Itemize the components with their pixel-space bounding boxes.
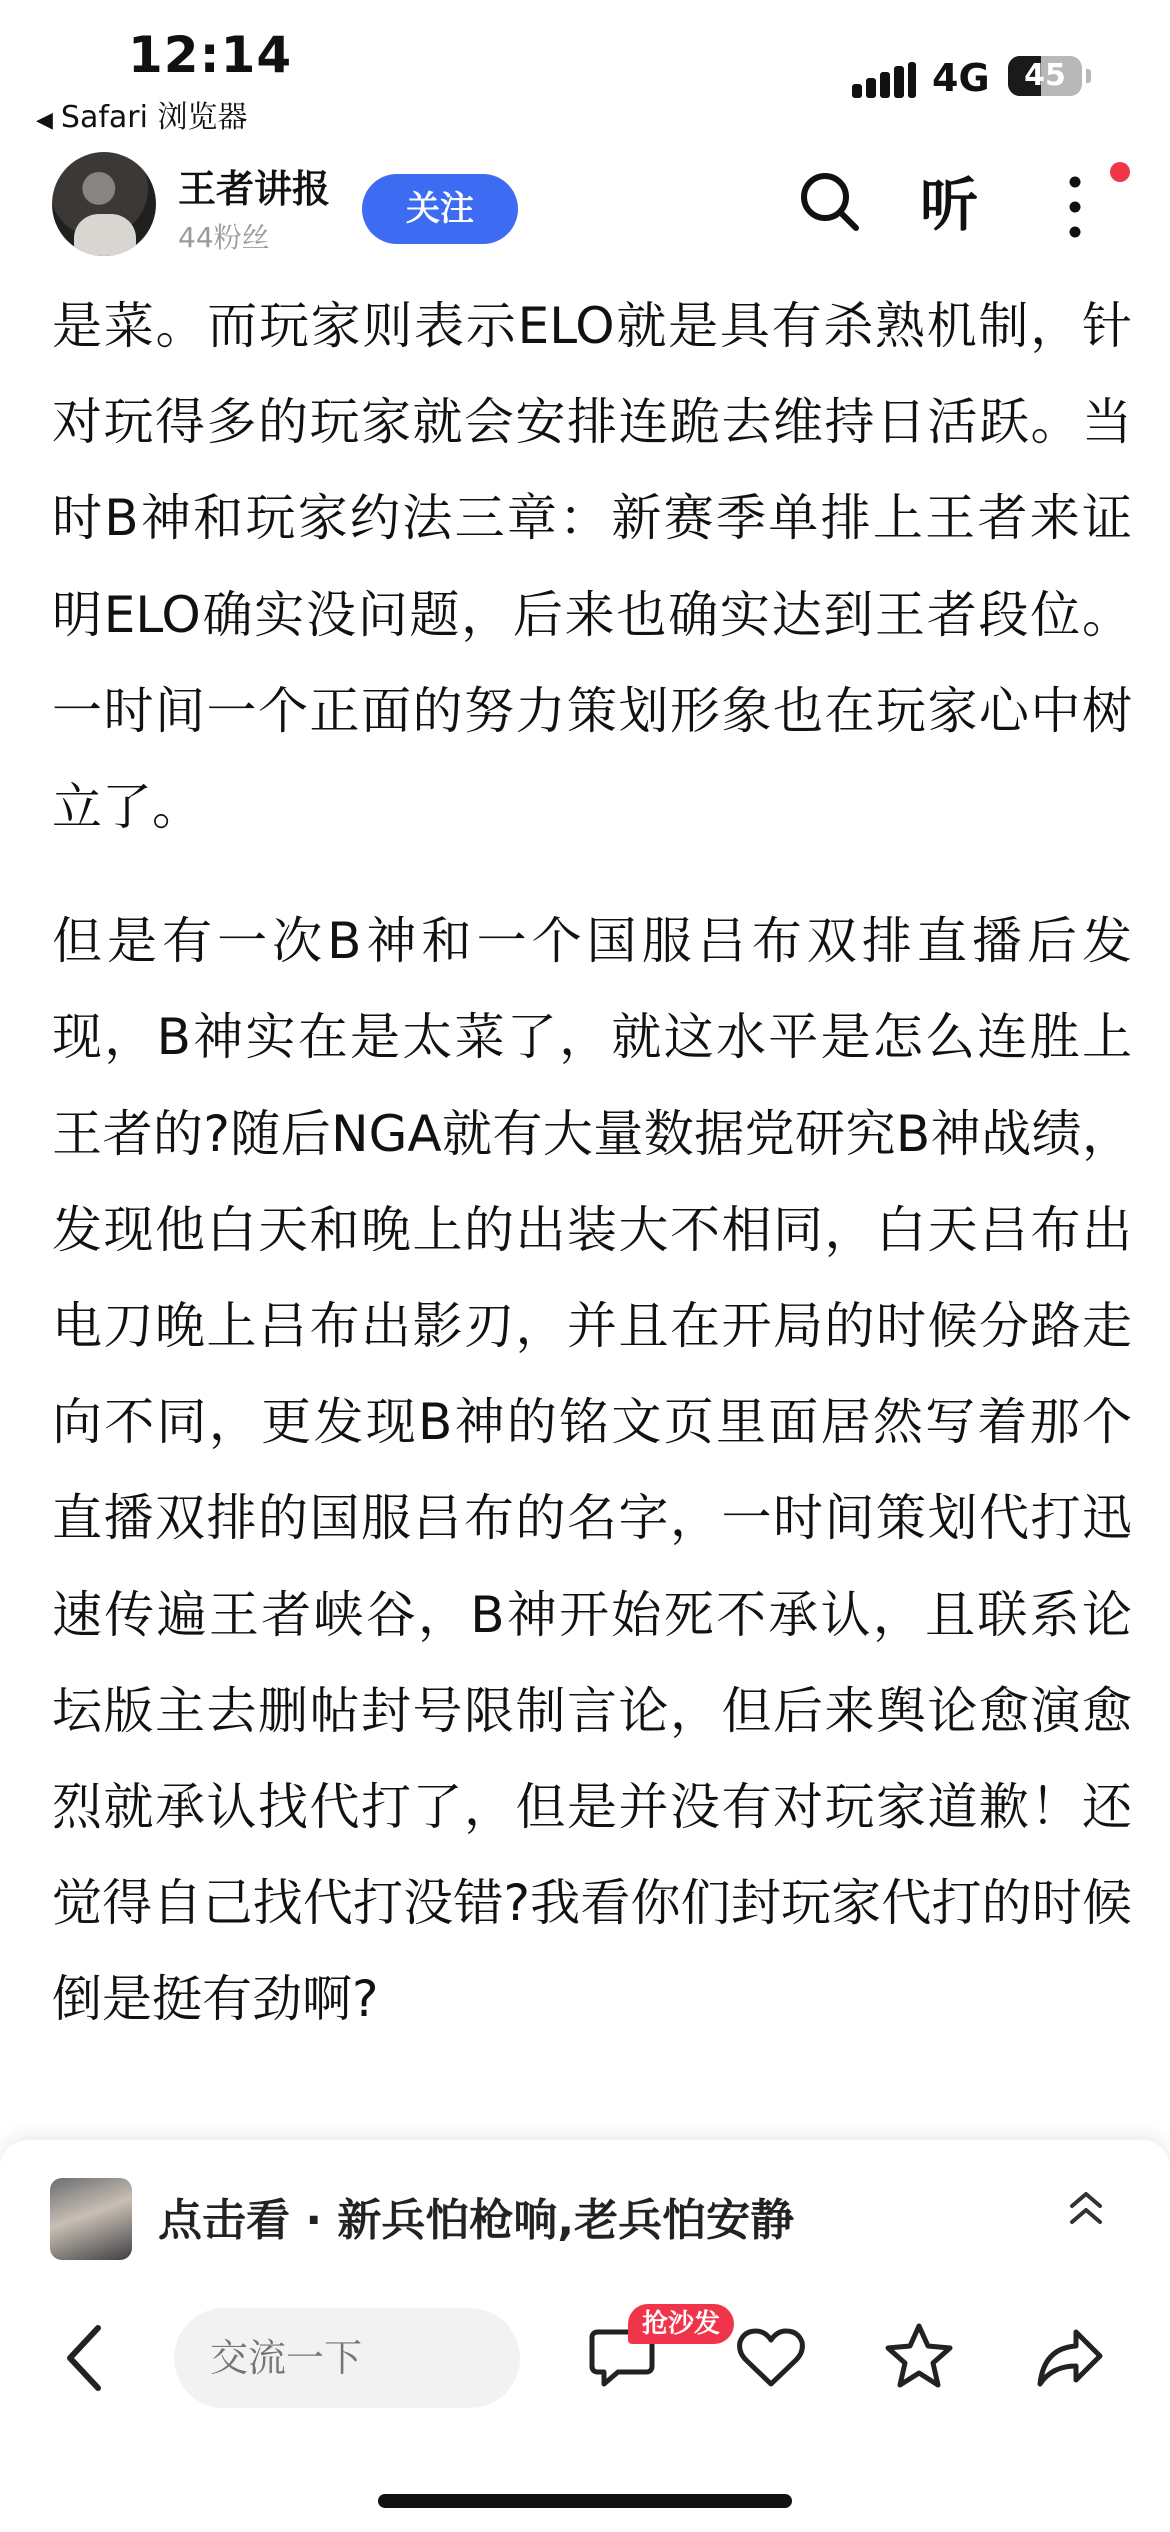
more-vertical-icon[interactable] [1060, 172, 1090, 242]
share-arrow-icon[interactable] [1034, 2326, 1106, 2390]
article-body [52, 278, 1132, 2048]
battery-percentage: 45 [1024, 58, 1066, 93]
article-paragraph: 是菜。而玩家则表示ELO就是具有杀熟机制，针对玩得多的玩家就会安排连跪去维持日活跃。当时B神和玩家约法三章：新赛季单排上王者来证明ELO确实没问题，后来也确实达到王者段位。一时间一个正面的努力策划形象也在玩家心中树立了。 [52, 297, 1132, 837]
recommendation-text[interactable]: 点击看 · 新兵怕枪响,老兵怕安静 [158, 2195, 795, 2246]
heart-icon[interactable] [736, 2326, 806, 2390]
comment-input[interactable] [174, 2308, 520, 2408]
sofa-badge[interactable]: 抢沙发 [628, 2304, 734, 2344]
author-avatar[interactable] [52, 152, 156, 256]
listen-button[interactable]: 听 [920, 171, 979, 239]
signal-strength-icon [852, 62, 916, 98]
author-name[interactable]: 王者讲报 [178, 167, 331, 211]
network-type: 4G [932, 56, 990, 100]
follow-button[interactable]: 关注 [362, 174, 518, 244]
back-to-app-link[interactable] [36, 92, 248, 136]
home-indicator[interactable] [378, 2494, 792, 2508]
double-chevron-up-icon[interactable] [1066, 2188, 1106, 2228]
back-app-label: Safari 浏览器 [60, 100, 248, 135]
star-icon[interactable] [884, 2322, 954, 2390]
search-icon[interactable] [796, 168, 862, 234]
author-fans-count: 44粉丝 [178, 221, 270, 254]
article-paragraph: 但是有一次B神和一个国服吕布双排直播后发现，B神实在是太菜了，就这水平是怎么连胜上王者的?随后NGA就有大量数据党研究B神战绩，发现他白天和晚上的出装大不相同，白天吕布出电刀晚上吕布出影刃，并且在开局的时候分路走向不同，更发现B神的铭文页里面居然写着那个直播双排的国服吕布的名字，一时间策划代打迅速传遍王者峡谷，B神开始死不承认，且联系论坛版主去删帖封号限制言论，但后来舆论愈演愈烈就承认找代打了，但是并没有对玩家道歉！还觉得自己找代打没错?我看你们封玩家代打的时候倒是挺有劲啊? [52, 912, 1132, 2029]
battery-cap [1086, 69, 1091, 83]
notification-dot [1110, 162, 1130, 182]
chevron-left-icon[interactable] [58, 2322, 114, 2394]
status-time: 12:14 [128, 26, 293, 84]
battery-icon [1008, 56, 1082, 96]
back-triangle-icon: ◀ [36, 108, 53, 133]
recommendation-thumbnail[interactable] [50, 2178, 132, 2260]
